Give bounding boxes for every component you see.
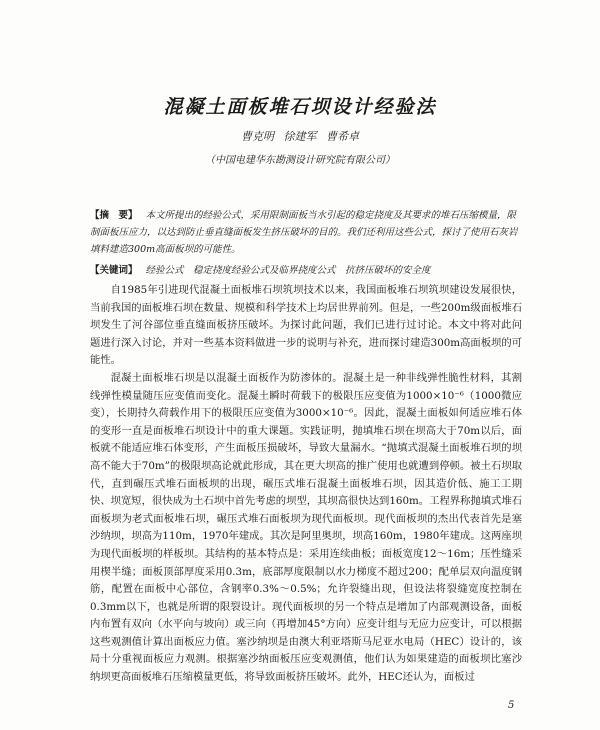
paragraph-1: 自1985年引进现代混凝土面板堆石坝筑坝技术以来，我国面板堆石坝筑坝建设发展很快，当前我国的面板堆石坝在数量、规模和科学技术上均居世界前列。但是，一些200m级面板堆石坝发生了河谷部位垂直缝面板挤压破坏。为探讨此问题，我们已进行过讨论。本文中将对此问题进行深入讨论，并对一些基本资料做进一步的说明与补充，进而探讨建造300m高面板坝的可能性。 — [90, 284, 522, 367]
keywords — [90, 262, 522, 279]
body-text — [90, 282, 522, 687]
keywords-label: 【关键词】 — [90, 265, 138, 276]
abstract-text: 本文所提出的经验公式，采用限制面板当水引起的稳定挠度及其要求的堆石压缩模量，限制面板压应力，以达到防止垂直缝面板发生挤压破坏的目的。我们还利用这些公式，探讨了使用石灰岩填料建造300m高面板坝的可能性。 — [90, 210, 518, 255]
paper-affiliation: （中国电建华东勘测设计研究院有限公司） — [205, 155, 395, 166]
paper-title: 混凝土面板堆石坝设计经验法 — [163, 96, 437, 118]
page-number: 5 — [508, 700, 515, 711]
keywords-text: 经验公式 稳定挠度经验公式及临界挠度公式 抗挤压破坏的安全度 — [145, 265, 431, 276]
abstract-label: 【摘 要】 — [90, 210, 138, 221]
paper-authors: 曹克明 徐建军 曹希卓 — [241, 130, 359, 143]
abstract — [90, 207, 522, 258]
paragraph-2: 混凝土面板堆石坝是以混凝土面板作为防渗体的。混凝土是一种非线弹性脆性材料，其割线弹性模量随压应变值而变化。混凝土瞬时荷载下的极限压应变值为1000×10⁻⁶（1000微应变），长期持久荷载作用下的极限压应变值为3000×10⁻⁶。因此，混凝土面板如何适应堆石体的变形一直是面板堆石坝设计中的重大课题。实践证明，抛填堆石坝在坝高大于70m以后，面板就不能适应堆石体变形，产生面板压损破坏，导致大量漏水。“抛填式混凝土面板堆石坝的坝高不能大于70m”的极限坝高论就此形成，其在更大坝高的推广使用也就遭到停顿。被土石坝取代，直到碾压式堆石面板坝的出现，碾压式堆石混凝土面板堆石坝，因其造价低、施工工期快、坝宽短，很快成为土石坝中首先考虑的坝型，其坝高很快达到160m。工程界称抛填式堆石面板坝为老式面板堆石坝，碾压式堆石面板坝为现代面板坝。现代面板坝的杰出代表首先是塞沙纳坝，坝高为110m，1970年建成。其次是阿里奥坝，坝高160m，1980年建成。这两座坝为现代面板坝的样板坝。其结构的基本特点是：采用连续曲板；面板宽度12～16m；压性缝采用楔半缝；面板顶部厚度采用0.3m，底部厚度限制以水力梯度不超过200；配单层双向温度钢筋，配置在面板中心部位，含钢率0.3%～0.5%；允许裂缝出现，但设法将裂缝宽度控制在0.3mm以下，也就是所谓的限裂设计。现代面板坝的另一个特点是增加了内部观测设备，面板内布置有双向（水平向与坡向）或三向（再增加45°方向）应变计组与无应力应变计，可以根据这些观测值计算出面板应力值。塞沙纳坝是由澳大利亚塔斯马尼亚水电局（HEC）设计的，该局十分重视面板应力观测。根据塞沙纳面板压应变观测值，他们认为如果建造的面板坝比塞沙纳坝更高面板堆石压缩模量更低，将导致面板挤压破坏。此外，HEC还认为，面板过 — [90, 371, 522, 684]
